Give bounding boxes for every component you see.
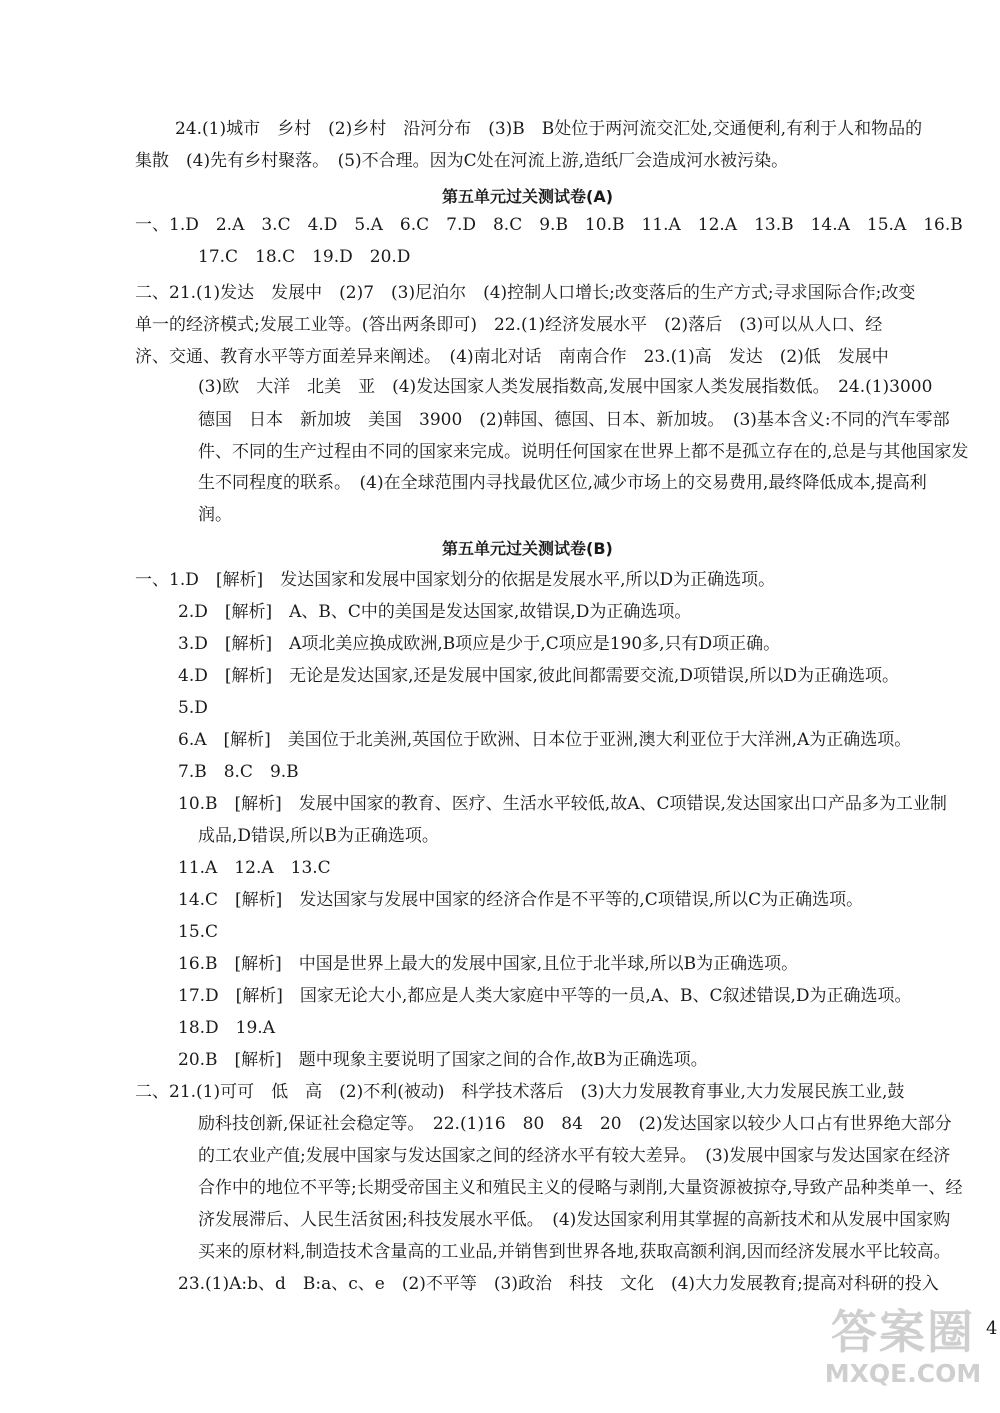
text-line: 23.(1)A:b、d B:a、c、e (2)不平等 (3)政治 科技 文化 (4)大力发展教育;提高对科研的投入 (178, 1274, 939, 1294)
text-line: (3)欧 大洋 北美 亚 (4)发达国家人类发展指数高,发展中国家人类发展指数低。 24.(1)3000 (198, 377, 933, 397)
section-heading-a: 第五单元过关测试卷(A) (442, 187, 614, 206)
watermark-url: MXQE.COM (824, 1359, 982, 1388)
text-line: 5.D (178, 698, 208, 718)
text-line: 17.C 18.C 19.D 20.D (198, 247, 411, 267)
text-line: 德国 日本 新加坡 美国 3900 (2)韩国、德国、日本、新加坡。 (3)基本含义:不同的汽车零部 (198, 410, 950, 430)
text-line: 件、不同的生产过程由不同的国家来完成。说明任何国家在世界上都不是孤立存在的,总是与其他国家发 (198, 442, 969, 462)
text-line: 成品,D错误,所以B为正确选项。 (198, 826, 439, 846)
text-line: 10.B [解析] 发展中国家的教育、医疗、生活水平较低,故A、C项错误,发达国家出口产品多为工业制 (178, 794, 947, 814)
text-line: 单一的经济模式;发展工业等。(答出两条即可) 22.(1)经济发展水平 (2)落后 (3)可以从人口、经 (135, 315, 883, 335)
text-line: 7.B 8.C 9.B (178, 762, 299, 782)
section-heading-b: 第五单元过关测试卷(B) (442, 539, 613, 558)
text-line: 24.(1)城市 乡村 (2)乡村 沿河分布 (3)B B处位于两河流交汇处,交通便利,有利于人和物品的 (175, 119, 923, 139)
text-line: 二、21.(1)发达 发展中 (2)7 (3)尼泊尔 (4)控制人口增长;改变落后的生产方式;寻求国际合作;改变 (135, 283, 916, 303)
text-line: 18.D 19.A (178, 1018, 275, 1038)
text-line: 15.C (178, 922, 219, 942)
text-line: 合作中的地位不平等;长期受帝国主义和殖民主义的侵略与剥削,大量资源被掠夺,导致产品种类单一、经 (198, 1178, 963, 1198)
text-line: 润。 (198, 505, 232, 525)
text-line: 2.D [解析] A、B、C中的美国是发达国家,故错误,D为正确选项。 (178, 602, 692, 622)
text-line: 11.A 12.A 13.C (178, 858, 331, 878)
watermark-logo-text: 答案圈 (831, 1305, 975, 1359)
text-line: 一、1.D 2.A 3.C 4.D 5.A 6.C 7.D 8.C 9.B 10.B 11.A 12.A 13.B 14.A 15.A 16.B (135, 215, 963, 235)
text-line: 17.D [解析] 国家无论大小,都应是人类大家庭中平等的一员,A、B、C叙述错误,D为正确选项。 (178, 986, 912, 1006)
text-line: 的工农业产值;发展中国家与发达国家之间的经济水平有较大差异。 (3)发展中国家与发达国家在经济 (198, 1146, 951, 1166)
page-number: 4 (986, 1318, 998, 1339)
text-line: 16.B [解析] 中国是世界上最大的发展中国家,且位于北半球,所以B为正确选项。 (178, 954, 799, 974)
text-line: 励科技创新,保证社会稳定等。 22.(1)16 80 84 20 (2)发达国家以较少人口占有世界绝大部分 (198, 1114, 952, 1134)
text-line: 4.D [解析] 无论是发达国家,还是发展中国家,彼此间都需要交流,D项错误,所以D为正确选项。 (178, 666, 899, 686)
text-line: 6.A [解析] 美国位于北美洲,英国位于欧洲、日本位于亚洲,澳大利亚位于大洋洲,A为正确选项。 (178, 730, 912, 750)
text-line: 生不同程度的联系。 (4)在全球范围内寻找最优区位,减少市场上的交易费用,最终降低成本,提高利 (198, 473, 927, 493)
text-line: 3.D [解析] A项北美应换成欧洲,B项应是少于,C项应是190多,只有D项正确。 (178, 634, 781, 654)
text-line: 二、21.(1)可可 低 高 (2)不利(被动) 科学技术落后 (3)大力发展教育事业,大力发展民族工业,鼓 (135, 1082, 905, 1102)
text-line: 济发展滞后、人民生活贫困;科技发展水平低。 (4)发达国家利用其掌握的高新技术和从发展中国家购 (198, 1210, 951, 1230)
text-line: 一、1.D [解析] 发达国家和发展中国家划分的依据是发展水平,所以D为正确选项。 (135, 570, 776, 590)
text-line: 14.C [解析] 发达国家与发展中国家的经济合作是不平等的,C项错误,所以C为正确选项。 (178, 890, 864, 910)
text-line: 济、交通、教育水平等方面差异来阐述。 (4)南北对话 南南合作 23.(1)高 发达 (2)低 发展中 (135, 347, 889, 367)
watermark (818, 1305, 988, 1389)
text-line: 买来的原材料,制造技术含量高的工业品,并销售到世界各地,获取高额利润,因而经济发展水平比较高。 (198, 1242, 951, 1262)
text-line: 集散 (4)先有乡村聚落。 (5)不合理。因为C处在河流上游,造纸厂会造成河水被污染。 (135, 151, 789, 171)
text-line: 20.B [解析] 题中现象主要说明了国家之间的合作,故B为正确选项。 (178, 1050, 708, 1070)
